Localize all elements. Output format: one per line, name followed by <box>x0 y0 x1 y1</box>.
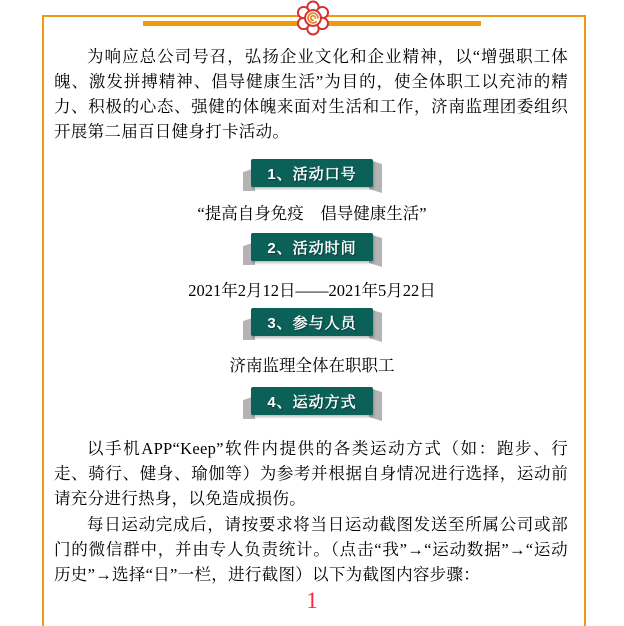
sport-method-paragraph: 以手机APP“Keep”软件内提供的各类运动方式（如：跑步、行走、骑行、健身、瑜伽等）为参考并根据自身情况进行选择，运动前请充分进行热身，以免造成损伤。 <box>54 439 568 508</box>
section-banner-participants <box>251 308 373 336</box>
intro-paragraph: 为响应总公司号召，弘扬企业文化和企业精神，以“增强职工体魄、激发拼搏精神、倡导健康生活”为目的，使全体职工以充沛的精力、积极的心态、强健的体魄来面对生活和工作，济南监理团委组织开展第二届百日健身打卡活动。 <box>54 47 568 141</box>
section-heading-participants: 3、参与人员 <box>251 308 373 336</box>
page-border-left <box>42 15 44 626</box>
section-heading-slogan: 1、活动口号 <box>251 159 373 187</box>
flower-ornament-icon <box>295 0 331 36</box>
section-heading-time: 2、活动时间 <box>251 233 373 261</box>
daily-upload-paragraph: 每日运动完成后，请按要求将当日运动截图发送至所属公司或部门的微信群中，并由专人负责统计。（点击“我”→“运动数据”→“运动历史”→选择“日”一栏，进行截图）以下为截图内容步骤： <box>54 515 568 584</box>
page-border-right <box>584 15 586 626</box>
section-heading-sport-method: 4、运动方式 <box>251 387 373 415</box>
page-number: 1 <box>306 588 318 613</box>
section-banner-time <box>251 233 373 261</box>
section-banner-sport-method <box>251 387 373 415</box>
participants-text: 济南监理全体在职职工 <box>229 356 395 375</box>
slogan-text: “提高自身免疫 倡导健康生活” <box>197 204 427 223</box>
section-banner-slogan <box>251 159 373 187</box>
activity-time-text: 2021年2月12日——2021年5月22日 <box>188 281 436 300</box>
